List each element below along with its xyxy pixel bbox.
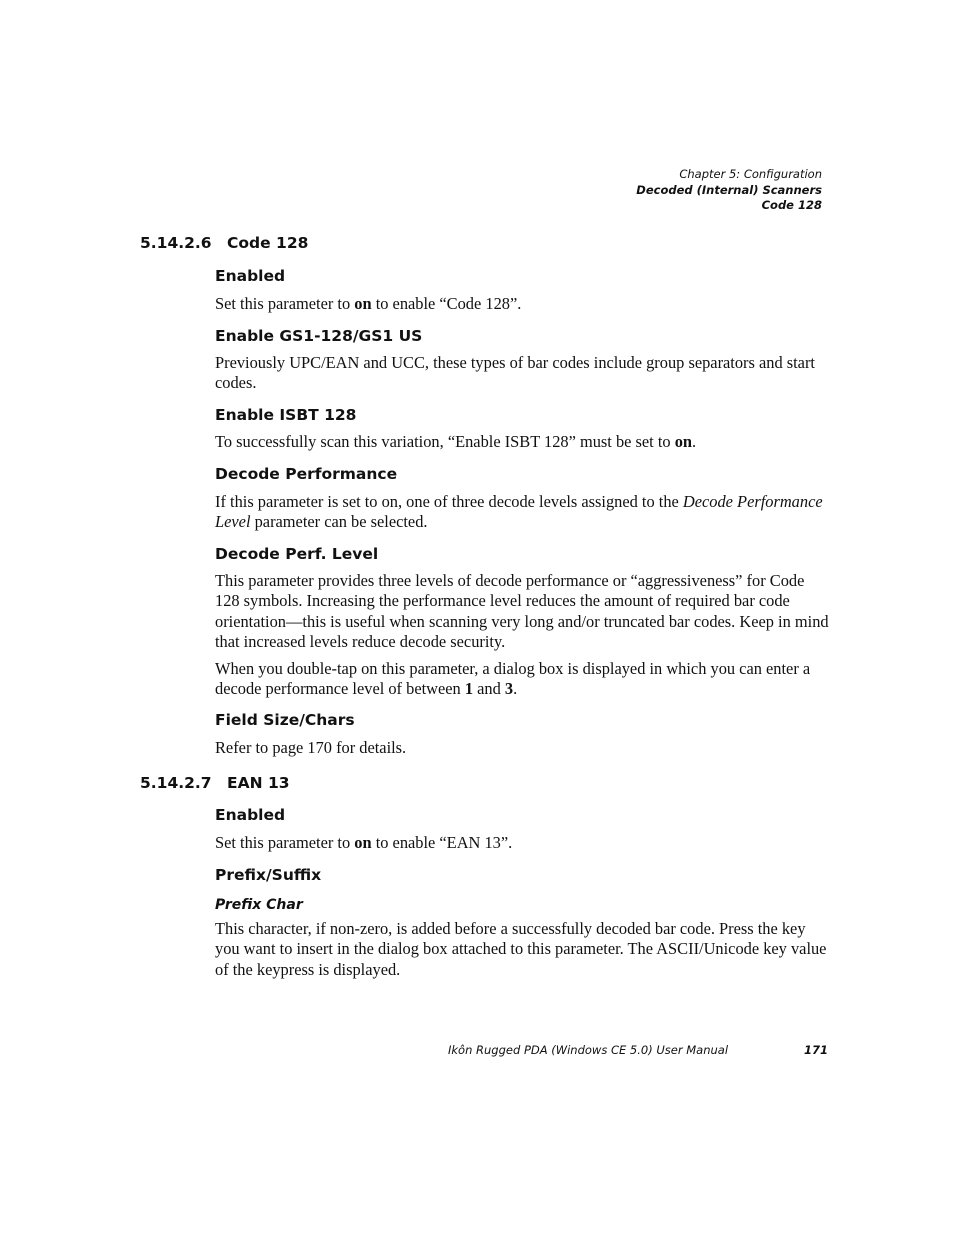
bold-run: on — [674, 432, 692, 451]
heading-prefix-suffix: Prefix/Suffix — [215, 866, 322, 884]
heading-decode-perf-level: Decode Perf. Level — [215, 545, 379, 563]
text-run: . — [692, 432, 697, 451]
heading-enable-gs1: Enable GS1-128/GS1 US — [215, 327, 423, 345]
section-heading-ean13 — [140, 773, 290, 793]
text-run: and — [473, 679, 505, 699]
running-head-section: Decoded (Internal) Scanners — [636, 183, 822, 197]
text-run: Set this parameter to — [215, 294, 355, 313]
text-run: . — [513, 679, 518, 699]
heading-field-size: Field Size/Chars — [215, 711, 355, 729]
bold-run: on — [354, 294, 372, 313]
running-head-chapter: Chapter 5: Configuration — [679, 167, 822, 181]
paragraph-decode-perf-level: This parameter provides three levels of decode performance or “aggressiveness” for Code 128 symbols. Increasing the performance level reduces the amount of required bar code orientation—this is useful when scanning very long and/or truncated bar codes. Keep in mind that increased levels reduce decode security. — [215, 571, 829, 651]
text-run: When you double-tap on this parameter, a dialog box is displayed in which you can enter a decode performance level of between — [215, 659, 811, 699]
bold-run: 1 — [464, 679, 474, 699]
text-run: If this parameter is set to on, one of three decode levels assigned to the — [215, 492, 683, 511]
running-head-topic: Code 128 — [761, 198, 822, 212]
italic-run: Decode Performance Level — [215, 492, 823, 532]
section-heading-code128 — [140, 233, 308, 253]
paragraph-prefix-char: This character, if non-zero, is added before a successfully decoded bar code. Press the key you want to insert in the dialog box attached to this parameter. The ASCII/Unicode key value of the keypress is displayed. — [215, 919, 827, 979]
paragraph-ean-enabled — [215, 833, 832, 853]
heading-decode-performance: Decode Performance — [215, 465, 398, 483]
text-run: to enable “Code 128”. — [371, 294, 522, 313]
section-title: Code 128 — [227, 234, 309, 252]
heading-ean-enabled: Enabled — [215, 806, 286, 824]
bold-run: 3 — [504, 679, 514, 699]
text-run: to enable “EAN 13”. — [371, 833, 513, 852]
paragraph-decode-performance — [215, 492, 832, 533]
paragraph-enabled — [215, 294, 832, 314]
heading-enable-isbt: Enable ISBT 128 — [215, 406, 357, 424]
section-number: 5.14.2.6 — [140, 234, 212, 252]
text-run: To successfully scan this variation, “Enable ISBT 128” must be set to — [215, 432, 675, 451]
bold-run: on — [354, 833, 372, 852]
footer-page-number: 171 — [803, 1043, 828, 1057]
text-run: Set this parameter to — [215, 833, 355, 852]
paragraph-decode-perf-level-2 — [215, 659, 832, 700]
subheading-prefix-char: Prefix Char — [215, 897, 303, 913]
footer-manual-title: Ikôn Rugged PDA (Windows CE 5.0) User Manual — [448, 1043, 729, 1057]
section-title: EAN 13 — [227, 774, 290, 792]
text-run: parameter can be selected. — [250, 512, 428, 532]
paragraph-isbt — [215, 432, 832, 452]
paragraph-field-size: Refer to page 170 for details. — [215, 738, 407, 757]
section-number: 5.14.2.7 — [140, 774, 212, 792]
paragraph-gs1: Previously UPC/EAN and UCC, these types of bar codes include group separators and start codes. — [215, 353, 815, 393]
heading-enabled: Enabled — [215, 267, 286, 285]
